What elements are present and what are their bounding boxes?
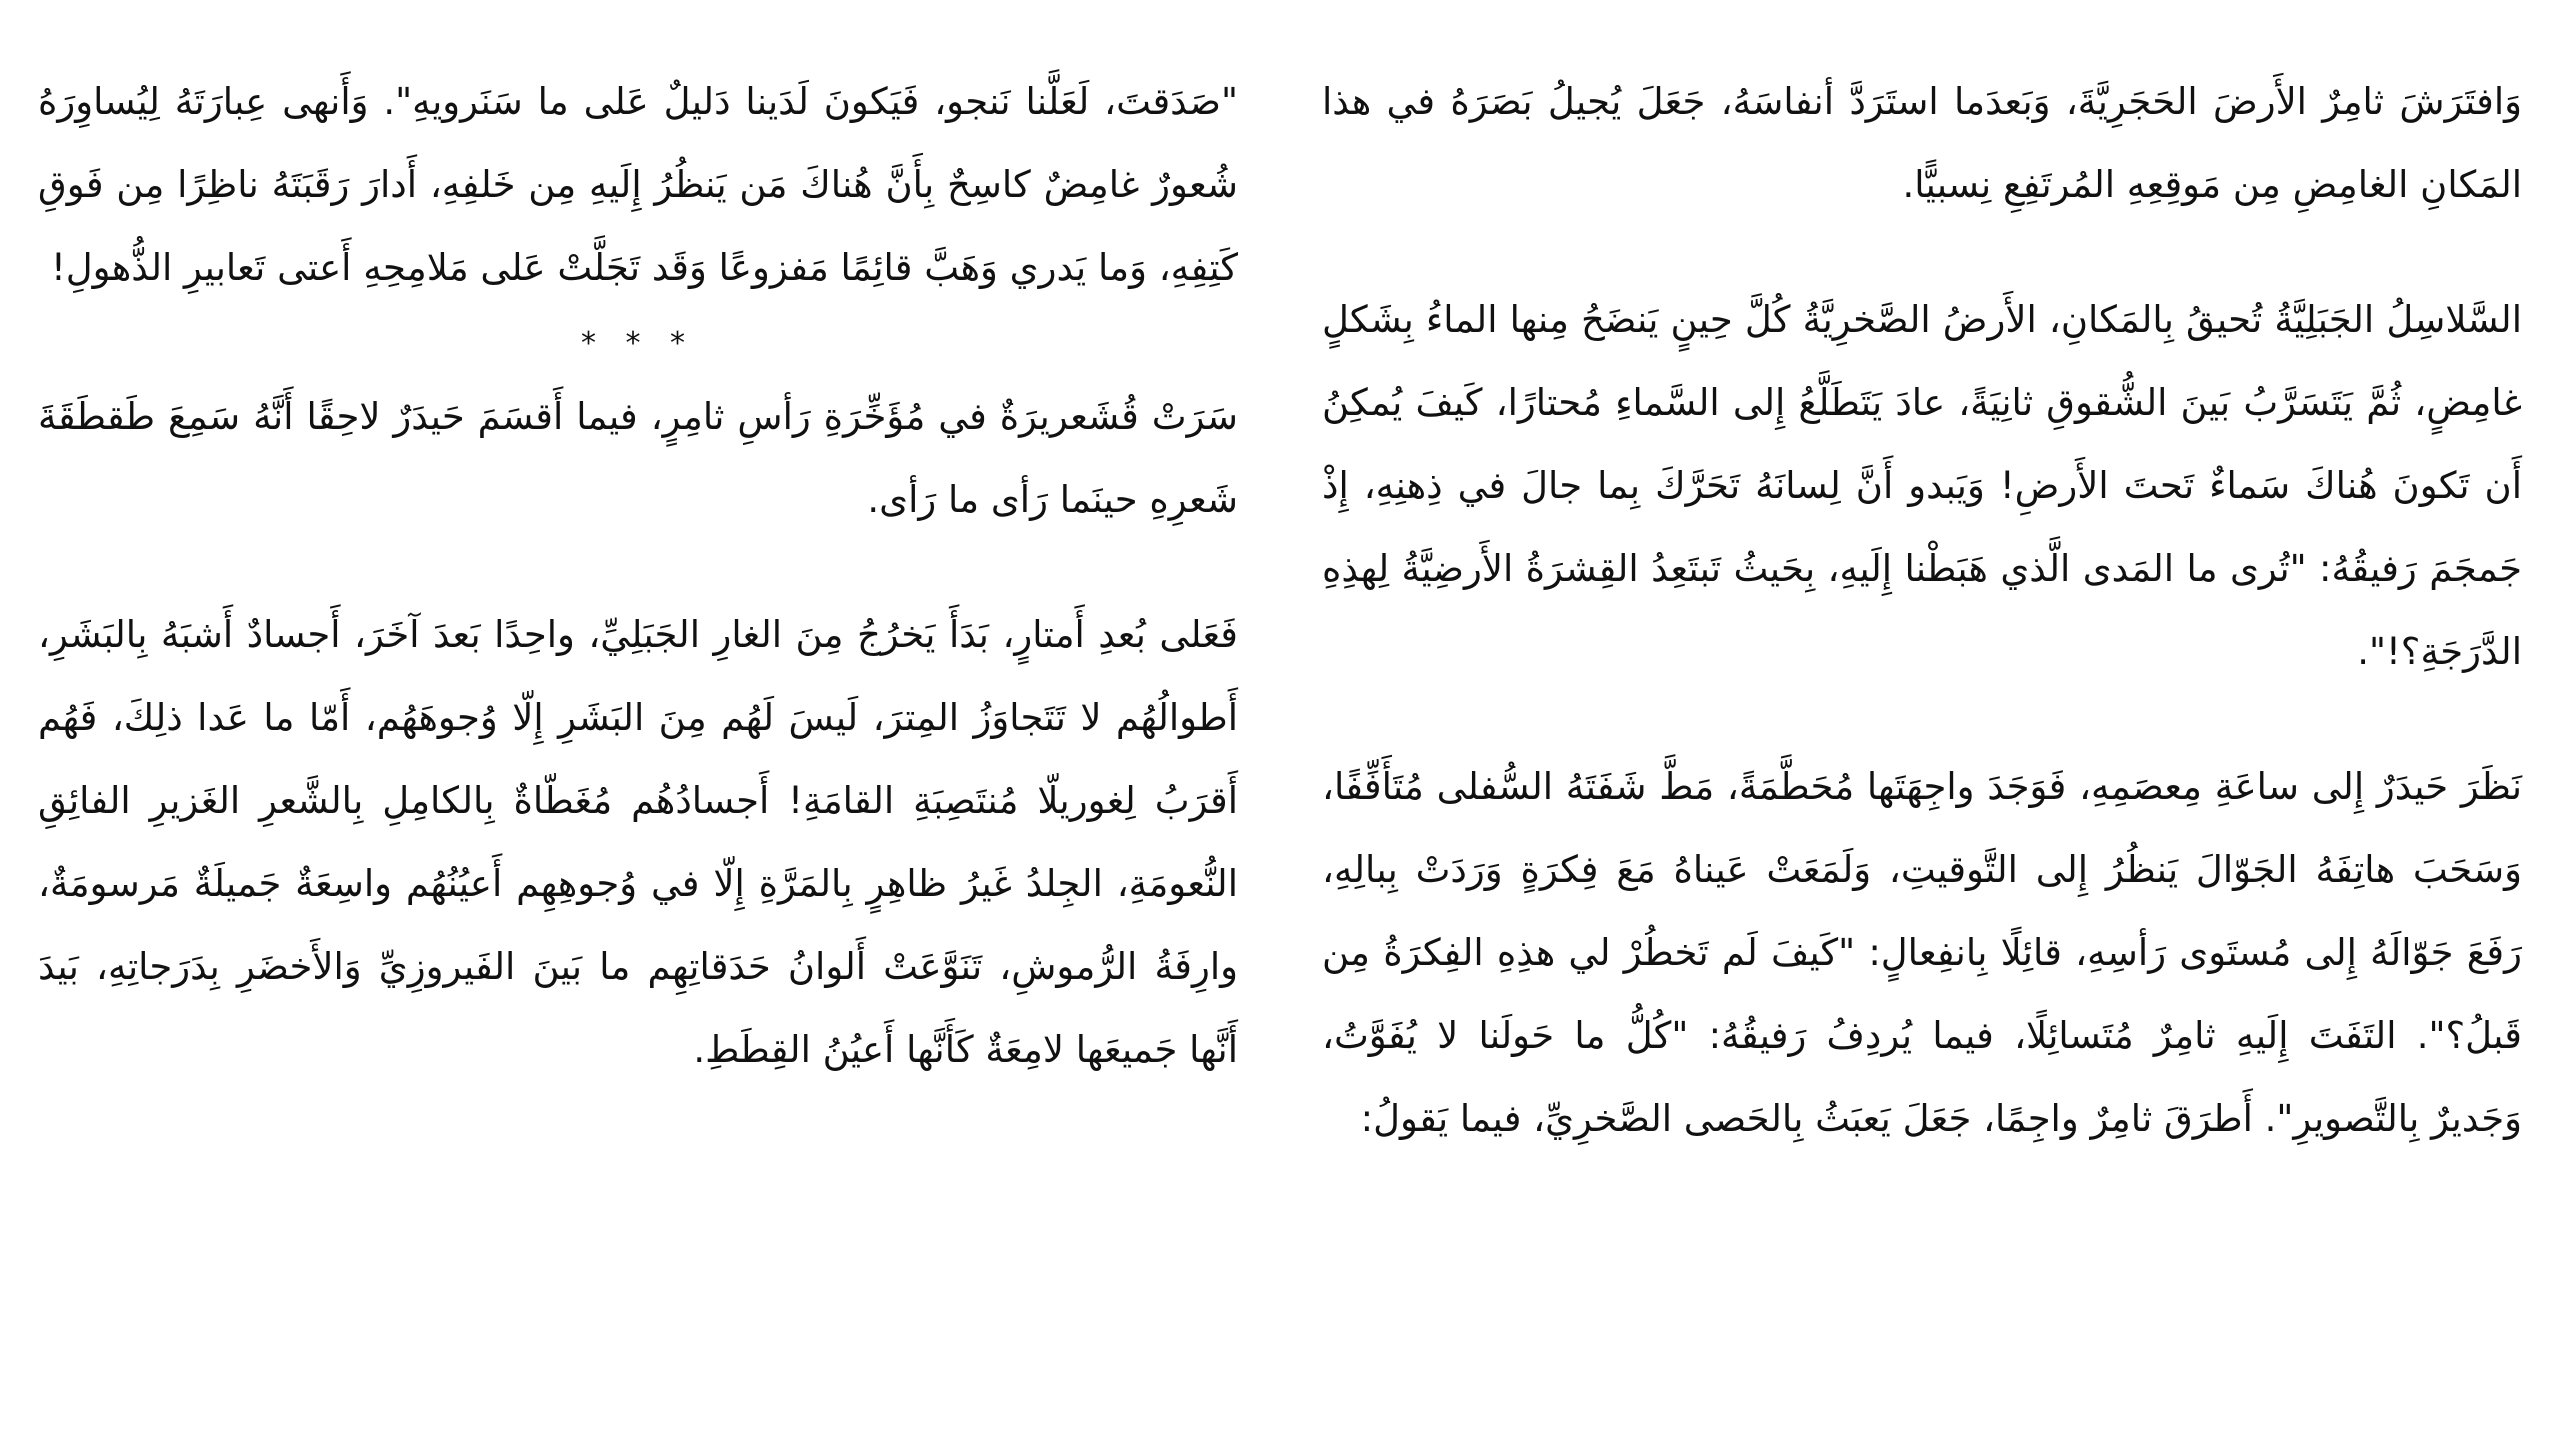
scene-separator: * * * xyxy=(580,326,696,361)
left-paragraph-1: "صَدَقتَ، لَعَلَّنا نَنجو، فَيَكونَ لَدَينا دَليلٌ عَلى ما سَنَرويهِ". وَأَنهى عِبارَتَهُ لِيُساوِرَهُ شُعورٌ غامِضٌ كاسِحٌ بِأَنَّ هُناكَ مَن يَنظُرُ إِلَيهِ مِن خَلفِهِ، أَدارَ رَقَبَتَهُ ناظِرًا مِن فَوقِ كَتِفِهِ، وَما يَدري وَهَبَّ قائِمًا مَفزوعًا وَقَد تَجَلَّتْ عَلى مَلامِحِهِ أَعتى تَعابيرِ الذُّهولِ! xyxy=(38,80,1238,289)
right-paragraph-2: السَّلاسِلُ الجَبَلِيَّةُ تُحيقُ بِالمَكانِ، الأَرضُ الصَّخرِيَّةُ كُلَّ حِينٍ يَنضَحُ مِنها الماءُ بِشَكلٍ غامِضٍ، ثُمَّ يَتَسَرَّبُ بَينَ الشُّقوقِ ثانِيَةً، عادَ يَتَطَلَّعُ إِلى السَّماءِ مُحتارًا، كَيفَ يُمكِنُ أَن تَكونَ هُناكَ سَماءٌ تَحتَ الأَرضِ! وَيَبدو أَنَّ لِسانَهُ تَحَرَّكَ بِما جالَ في ذِهنِهِ، إِذْ جَمجَمَ رَفيقُهُ: "تُرى ما المَدى الَّذي هَبَطْنا إِلَيهِ، بِحَيثُ تَبتَعِدُ القِشرَةُ الأَرضِيَّةُ لِهذِهِ الدَّرَجَةِ؟!". xyxy=(1322,298,2522,673)
paragraph-spacing xyxy=(1322,693,2522,745)
left-paragraph-3: فَعَلى بُعدِ أَمتارٍ، بَدَأَ يَخرُجُ مِنَ الغارِ الجَبَلِيِّ، واحِدًا بَعدَ آخَرَ، أَجسادٌ أَشبَهُ بِالبَشَرِ، أَطوالُهُم لا تَتَجاوَزُ المِترَ، لَيسَ لَهُم مِنَ البَشَرِ إِلّا وُجوهَهُم، أَمّا ما عَدا ذلِكَ، فَهُم أَقرَبُ لِغوريلّا مُنتَصِبَةِ القامَةِ! أَجسادُهُم مُغَطّاةٌ بِالكامِلِ بِالشَّعرِ الغَزيرِ الفائِقِ النُّعومَةِ، الجِلدُ غَيرُ ظاهِرٍ بِالمَرَّةِ إِلّا في وُجوهِهِم أَعيُنُهُم واسِعَةٌ جَميلَةٌ مَرسومَةٌ، وارِفَةُ الرُّموشِ، تَنَوَّعَتْ أَلوانُ حَدَقاتِهِم ما بَينَ الفَيروزِيِّ وَالأَخضَرِ بِدَرَجاتِهِ، بَيدَ أَنَّها جَميعَها لامِعَةٌ كَأَنَّها أَعيُنُ القِطَطِ. xyxy=(38,613,1238,1071)
right-paragraph-1: وَافتَرَشَ ثامِرٌ الأَرضَ الحَجَرِيَّةَ، وَبَعدَما استَرَدَّ أنفاسَهُ، جَعَلَ يُجيلُ بَصَرَهُ في هذا المَكانِ الغامِضِ مِن مَوقِعِهِ المُرتَفِعِ نِسبيًّا. xyxy=(1322,80,2522,206)
left-page-column xyxy=(38,60,1238,1440)
right-paragraph-3: نَظَرَ حَيدَرٌ إِلى ساعَةِ مِعصَمِهِ، فَوَجَدَ واجِهَتَها مُحَطَّمَةً، مَطَّ شَفَتَهُ السُّفلى مُتَأَفِّفًا، وَسَحَبَ هاتِفَهُ الجَوّالَ يَنظُرُ إِلى التَّوقيتِ، وَلَمَعَتْ عَيناهُ مَعَ فِكرَةٍ وَرَدَتْ بِبالِهِ، رَفَعَ جَوّالَهُ إِلى مُستَوى رَأسِهِ، قائِلًا بِانفِعالٍ: "كَيفَ لَم تَخطُرْ لي هذِهِ الفِكرَةُ مِن قَبلُ؟". التَفَتَ إِلَيهِ ثامِرٌ مُتَسائِلًا، فيما يُردِفُ رَفيقُهُ: "كُلُّ ما حَولَنا لا يُفَوَّتُ، وَجَديرٌ بِالتَّصويرِ". أَطرَقَ ثامِرٌ واجِمًا، جَعَلَ يَعبَثُ بِالحَصى الصَّخرِيِّ، فيما يَقولُ: xyxy=(1322,765,2522,1140)
paragraph-spacing xyxy=(38,541,1238,593)
left-paragraph-2: سَرَتْ قُشَعريرَةٌ في مُؤَخِّرَةِ رَأسِ ثامِرٍ، فيما أَقسَمَ حَيدَرٌ لاحِقًا أَنَّهُ سَمِعَ طَقطَقَةَ شَعرِهِ حينَما رَأى ما رَأى. xyxy=(38,395,1238,521)
right-page-column xyxy=(1322,60,2522,1440)
paragraph-spacing xyxy=(1322,226,2522,278)
